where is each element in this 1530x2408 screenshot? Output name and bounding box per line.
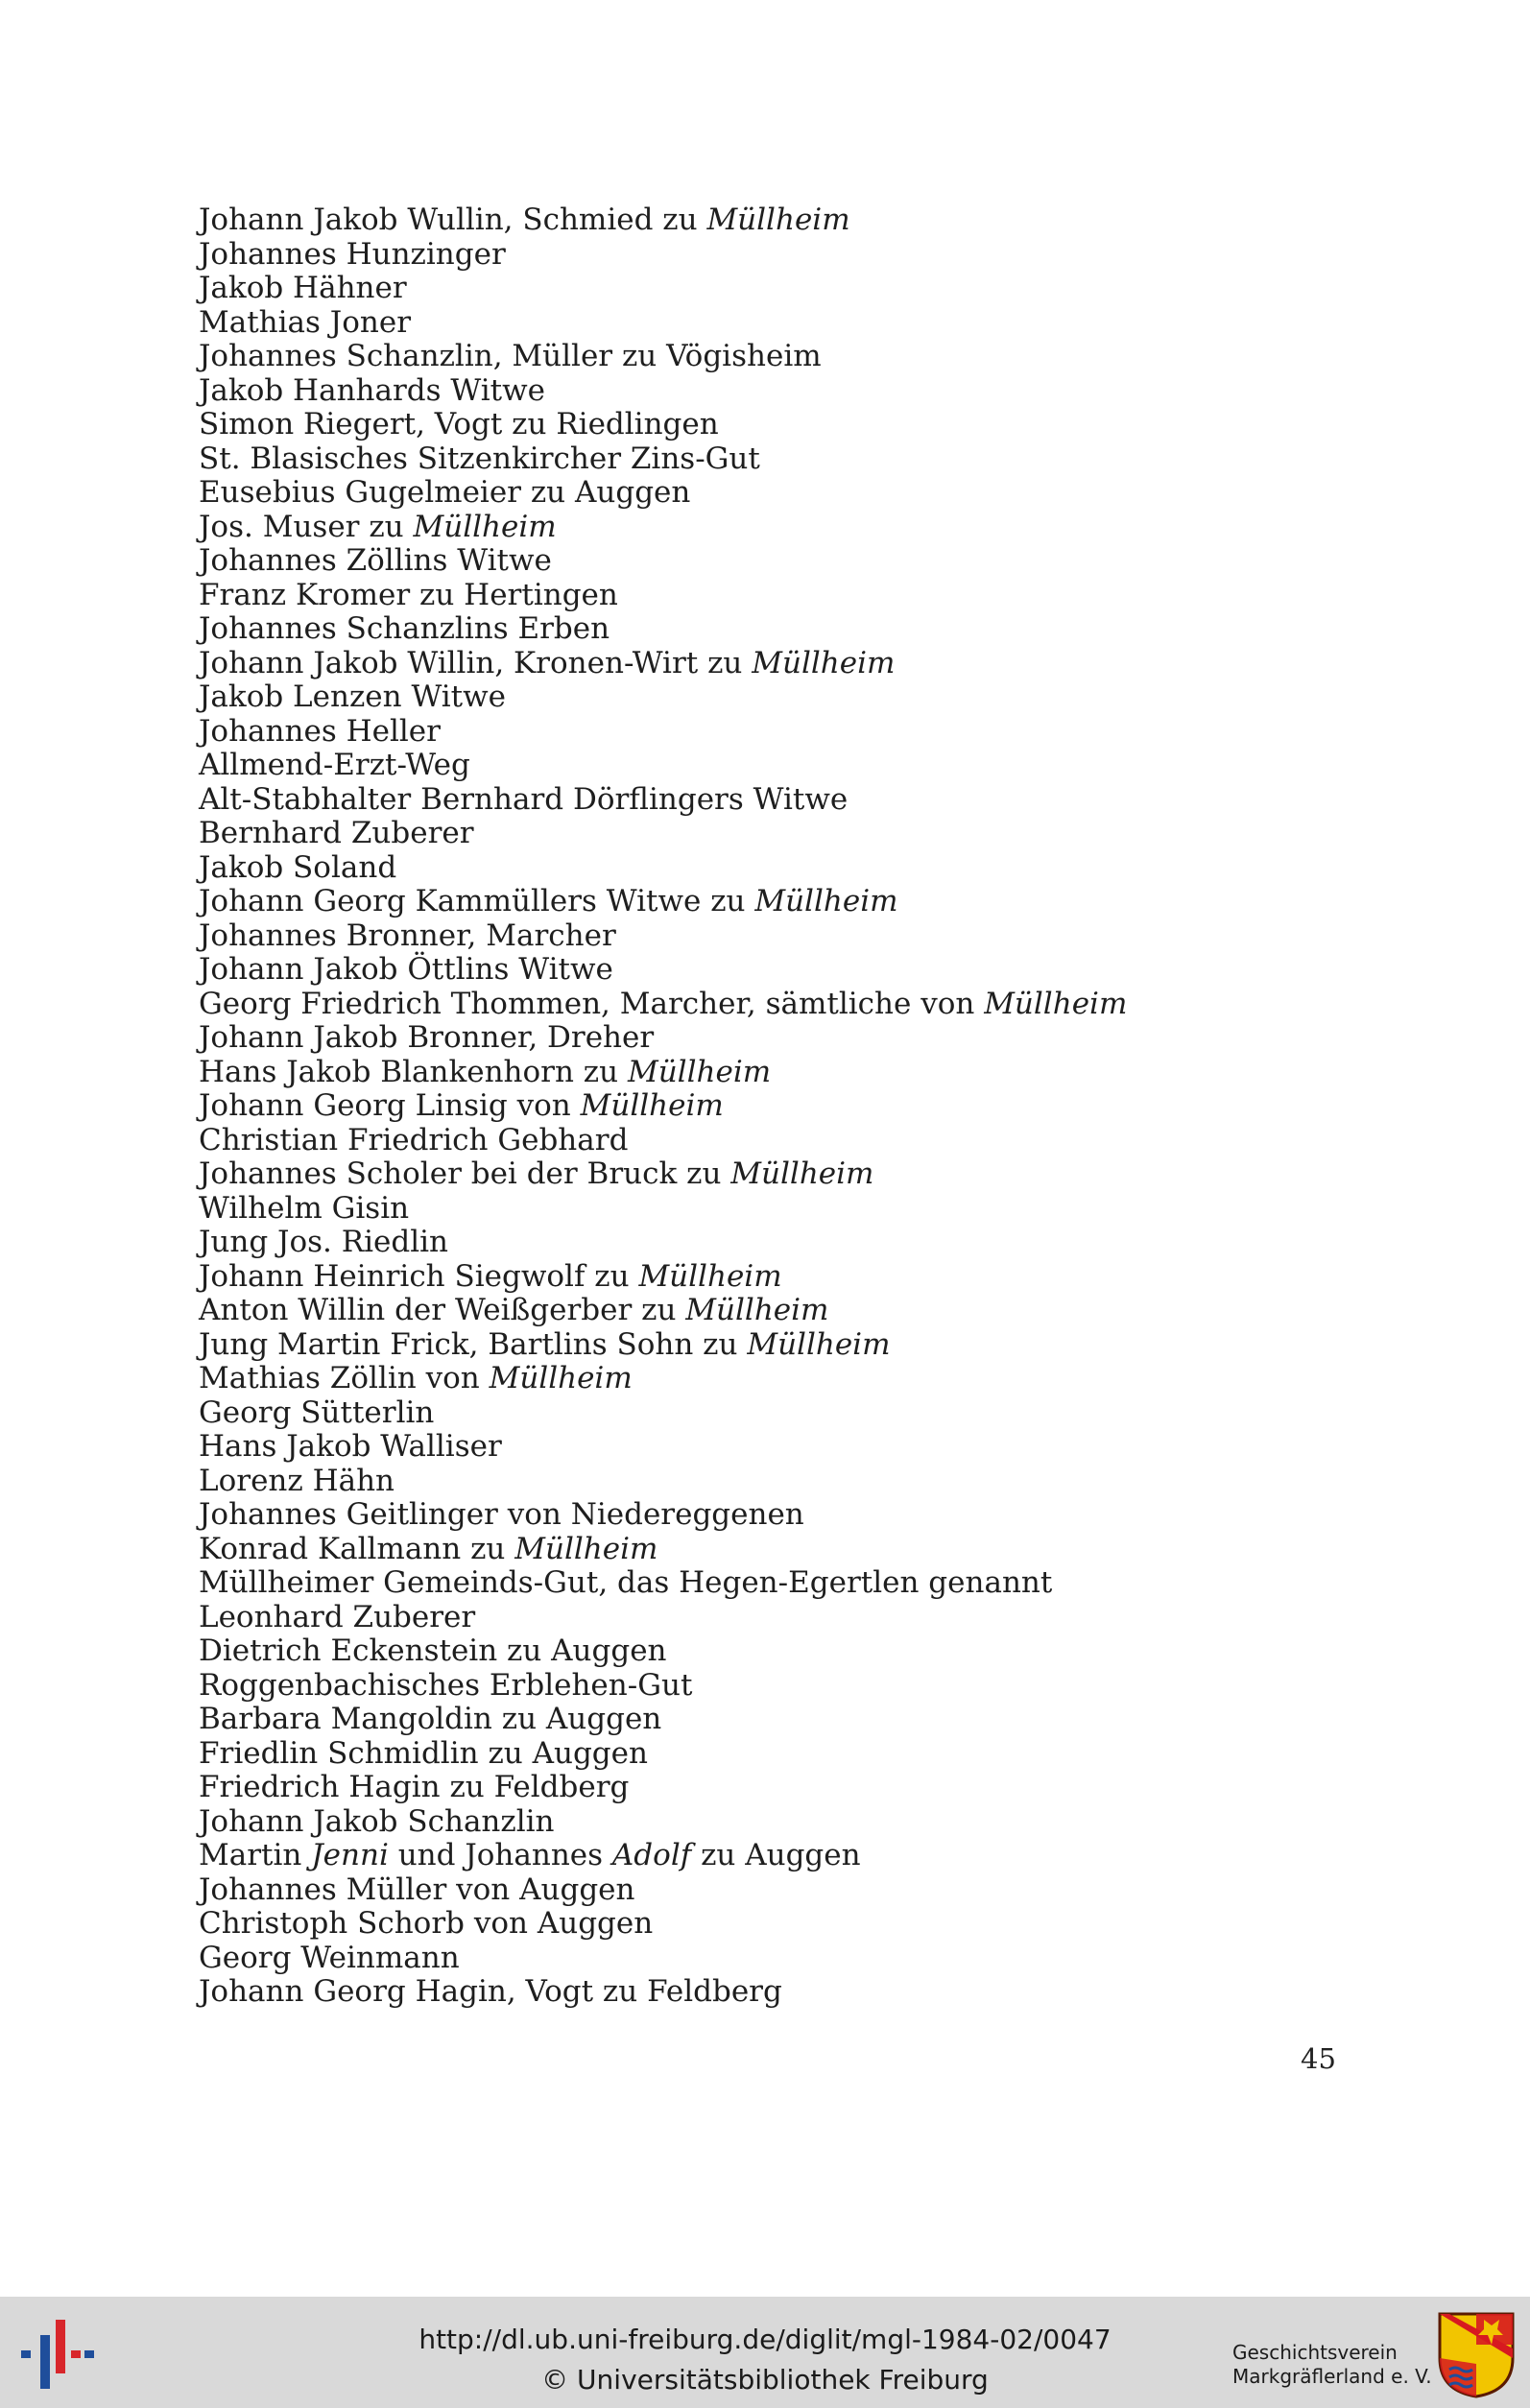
entry-text: Hans Jakob Blankenhorn zu <box>199 1054 628 1089</box>
list-item <box>199 579 1127 613</box>
entry-text: Barbara Mangoldin zu Auggen <box>199 1702 662 1736</box>
list-item <box>199 1430 1127 1465</box>
entry-text: St. Blasisches Sitzenkircher Zins-Gut <box>199 441 760 476</box>
entry-text: Konrad Kallmann zu <box>199 1531 515 1566</box>
viewer-footer <box>0 2297 1530 2408</box>
entry-text: Leonhard Zuberer <box>199 1599 476 1634</box>
list-item <box>199 1669 1127 1704</box>
entry-text: Johann Jakob Wullin, Schmied zu <box>199 203 707 237</box>
entry-text: Johannes Scholer bei der Bruck zu <box>199 1156 731 1191</box>
list-item <box>199 1975 1127 2010</box>
list-item <box>199 1089 1127 1124</box>
entry-text: Christian Friedrich Gebhard <box>199 1122 629 1157</box>
list-item <box>199 1396 1127 1431</box>
list-item <box>199 1124 1127 1158</box>
entry-text: Mathias Joner <box>199 304 412 340</box>
list-item <box>199 1021 1127 1056</box>
entry-text: Georg Sütterlin <box>199 1395 435 1430</box>
list-item <box>199 1703 1127 1737</box>
entry-text: Alt-Stabhalter Bernhard Dörflingers Witwe <box>199 781 849 817</box>
list-item <box>199 1294 1127 1328</box>
entry-text: Johann Jakob Willin, Kronen-Wirt zu <box>199 645 753 680</box>
entry-text: Hans Jakob Walliser <box>199 1429 502 1464</box>
place-name: Müllheim <box>754 884 898 918</box>
list-item <box>199 817 1127 851</box>
entry-text: Johann Jakob Bronner, Dreher <box>199 1020 655 1055</box>
list-item <box>199 340 1127 374</box>
society-name-line-1: Geschichtsverein <box>1232 2341 1398 2364</box>
entry-text: und Johannes <box>388 1838 612 1872</box>
entry-text: Franz Kromer zu Hertingen <box>199 577 618 612</box>
place-name: Müllheim <box>706 203 850 237</box>
coat-of-arms-icon <box>1436 2310 1517 2400</box>
list-item <box>199 851 1127 886</box>
list-item <box>199 885 1127 919</box>
list-item <box>199 1157 1127 1192</box>
entry-text: Müllheimer Gemeinds-Gut, das Hegen-Egertlen genannt <box>199 1565 1053 1600</box>
entry-text: Roggenbachisches Erblehen-Gut <box>199 1667 693 1703</box>
society-name <box>1232 2341 1432 2389</box>
list-item <box>199 1907 1127 1942</box>
list-item <box>199 1465 1127 1499</box>
entry-text: Anton Willin der Weißgerber zu <box>199 1293 686 1327</box>
entry-text: Jung Jos. Riedlin <box>199 1225 449 1259</box>
list-item <box>199 1260 1127 1295</box>
place-name: Müllheim <box>638 1258 782 1294</box>
place-name: Müllheim <box>685 1293 829 1327</box>
entry-text: Eusebius Gugelmeier zu Auggen <box>199 475 691 510</box>
name-list <box>199 203 1127 2010</box>
entry-text: Johann Georg Kammüllers Witwe zu <box>199 884 755 918</box>
entry-text: Bernhard Zuberer <box>199 816 474 850</box>
entry-text: Jakob Hanhards Witwe <box>199 372 545 408</box>
place-name: Müllheim <box>730 1156 874 1191</box>
entry-text: Jakob Lenzen Witwe <box>199 679 507 714</box>
list-item <box>199 1226 1127 1260</box>
entry-text: Jakob Hähner <box>199 271 407 305</box>
list-item <box>199 203 1127 238</box>
entry-text: Jung Martin Frick, Bartlins Sohn zu <box>199 1326 748 1362</box>
page-number: 45 <box>1301 2042 1336 2075</box>
list-item <box>199 1362 1127 1396</box>
entry-text: Friedrich Hagin zu Feldberg <box>199 1770 630 1804</box>
place-name: Müllheim <box>413 509 557 544</box>
entry-text: Johannes Hunzinger <box>199 236 506 272</box>
list-item <box>199 1498 1127 1533</box>
entry-text: Johann Jakob Öttlins Witwe <box>199 952 613 987</box>
list-item <box>199 1328 1127 1363</box>
list-item <box>199 783 1127 818</box>
list-item <box>199 919 1127 954</box>
entry-text: Lorenz Hähn <box>199 1463 395 1498</box>
list-item <box>199 1873 1127 1908</box>
list-item <box>199 1056 1127 1090</box>
entry-text: Georg Friedrich Thommen, Marcher, sämtliche von <box>199 986 985 1021</box>
entry-text: Allmend-Erzt-Weg <box>199 748 470 782</box>
entry-text: Friedlin Schmidlin zu Auggen <box>199 1735 648 1771</box>
list-item <box>199 680 1127 715</box>
list-item <box>199 408 1127 442</box>
list-item <box>199 1839 1127 1873</box>
entry-text: Johannes Schanzlin, Müller zu Vögisheim <box>199 339 822 373</box>
entry-text: Dietrich Eckenstein zu Auggen <box>199 1633 667 1668</box>
entry-text: Johannes Zöllins Witwe <box>199 543 552 578</box>
entry-text: Johannes Müller von Auggen <box>199 1872 635 1907</box>
list-item <box>199 1533 1127 1567</box>
list-item <box>199 272 1127 306</box>
list-item <box>199 988 1127 1022</box>
place-name: Müllheim <box>627 1054 772 1089</box>
list-item <box>199 715 1127 750</box>
entry-text: Mathias Zöllin von <box>199 1361 490 1395</box>
place-name: Müllheim <box>489 1361 633 1395</box>
entry-text: Wilhelm Gisin <box>199 1190 410 1226</box>
list-item <box>199 544 1127 579</box>
list-item <box>199 612 1127 647</box>
list-item <box>199 1634 1127 1669</box>
entry-text: Johann Heinrich Siegwolf zu <box>199 1258 639 1294</box>
entry-text: Johann Georg Hagin, Vogt zu Feldberg <box>199 1974 782 2009</box>
list-item <box>199 1805 1127 1840</box>
list-item <box>199 1737 1127 1772</box>
list-item <box>199 1601 1127 1635</box>
entry-text: Simon Riegert, Vogt zu Riedlingen <box>199 407 719 441</box>
list-item <box>199 511 1127 545</box>
list-item <box>199 1192 1127 1227</box>
place-name: Müllheim <box>984 986 1128 1021</box>
source-url-link[interactable]: http://dl.ub.uni-freiburg.de/diglit/mgl-1984-02/0047 <box>418 2324 1112 2355</box>
entry-text: zu Auggen <box>691 1838 861 1872</box>
entry-text: Martin <box>199 1838 312 1872</box>
entry-text: Jos. Muser zu <box>199 509 414 544</box>
place-name: Müllheim <box>580 1088 724 1123</box>
list-item <box>199 647 1127 681</box>
list-item <box>199 306 1127 341</box>
entry-text: Johannes Bronner, Marcher <box>199 918 616 953</box>
entry-text: Johannes Geitlinger von Niedereggenen <box>199 1497 804 1532</box>
entry-text: Johann Jakob Schanzlin <box>199 1803 555 1839</box>
place-name: Jenni <box>311 1838 389 1872</box>
list-item <box>199 476 1127 511</box>
entry-text: Jakob Soland <box>199 849 397 885</box>
list-item <box>199 238 1127 273</box>
entry-text: Johannes Heller <box>199 713 441 749</box>
list-item <box>199 442 1127 477</box>
list-item <box>199 374 1127 409</box>
list-item <box>199 1566 1127 1601</box>
entry-text: Georg Weinmann <box>199 1940 460 1975</box>
list-item <box>199 1942 1127 1976</box>
place-name: Adolf <box>611 1838 692 1872</box>
society-name-line-2: Markgräflerland e. V. <box>1232 2365 1432 2388</box>
place-name: Müllheim <box>752 645 896 680</box>
place-name: Müllheim <box>514 1531 658 1566</box>
entry-text: Johannes Schanzlins Erben <box>199 611 610 646</box>
entry-text: Johann Georg Linsig von <box>199 1088 581 1123</box>
list-item <box>199 1771 1127 1805</box>
place-name: Müllheim <box>747 1326 891 1362</box>
list-item <box>199 953 1127 988</box>
list-item <box>199 749 1127 783</box>
entry-text: Christoph Schorb von Auggen <box>199 1906 654 1941</box>
copyright-text: © Universitätsbibliothek Freiburg <box>541 2364 989 2396</box>
